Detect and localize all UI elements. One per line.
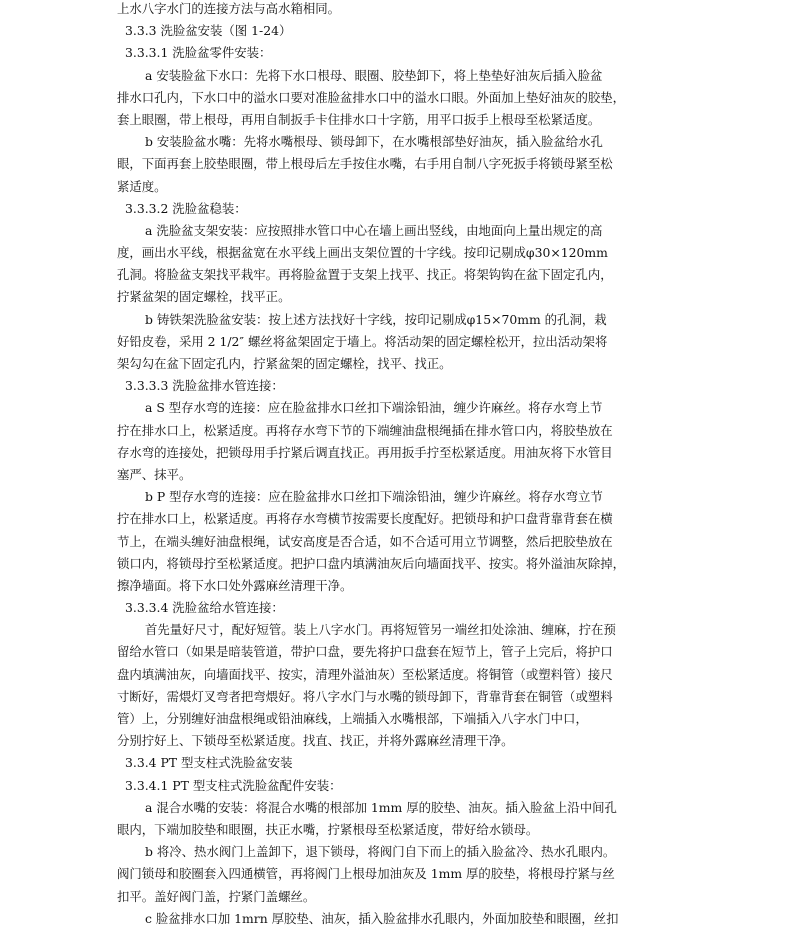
text-line: c 脸盆排水口加 1mrn 厚胶垫、油灰，插入脸盆排水孔眼内，外面加胶垫和眼圈，丝扣 (145, 910, 619, 926)
text-line: 3.3.4.1 PT 型支柱式洗脸盆配件安装： (125, 777, 342, 793)
text-line: 管）上，分别缠好油盘根绳或铅油麻线，上端插入水嘴根部，下端插入八字水门中口， (117, 711, 588, 726)
text-line: 首先量好尺寸，配好短管。装上八字水门。再将短管另一端丝扣处涂油、缠麻，拧在预 (145, 622, 616, 638)
text-line: 套上眼圈，带上根母，再用自制扳手卡住排水口十字筋，用平口扳手上根母至松紧适度。 (117, 111, 601, 127)
text-line: 孔洞。将脸盆支架找平栽牢。再将脸盆置于支架上找平、找正。将架钩钩在盆下固定孔内， (117, 267, 613, 283)
text-line: 留给水管口（如果是暗装管道，带护口盘，要先将护口盘套在短节上，管子上完后，将护口 (117, 644, 613, 660)
text-line: 好铅皮卷，采用 2 1/2″ 螺丝将盆架固定于墙上。将活动架的固定螺栓松开，拉出活动架将 (117, 333, 608, 349)
text-line: 拧在排水口上，松紧适度。再将存水弯下节的下端缠油盘根绳插在排水管口内，将胶垫放在 (117, 422, 613, 438)
text-line: 扣平。盖好阀门盖，拧紧门盖螺丝。 (117, 888, 316, 904)
text-line: 上水八字水门的连接方法与高水箱相同。 (117, 1, 341, 16)
text-line: 排水口孔内，下水口中的溢水口要对准脸盆排水口中的溢水口眼。外面加上垫好油灰的胶垫， (117, 89, 626, 105)
text-line: 节上，在端头缠好油盘根绳，试安高度是否合适，如不合适可用立节调整，然后把胶垫放在 (117, 533, 613, 549)
text-line: b 安装脸盆水嘴：先将水嘴根母、锁母卸下，在水嘴根部垫好油灰，插入脸盆给水孔 (145, 134, 603, 150)
text-line: 紧适度。 (117, 178, 167, 194)
text-line: 塞严、抹平。 (117, 466, 192, 482)
text-line: 眼内，下端加胶垫和眼圈，扶正水嘴，拧紧根母至松紧适度，带好给水锁母。 (117, 821, 539, 837)
text-line: a S 型存水弯的连接：应在脸盆排水口丝扣下端涂铅油，缠少许麻丝。将存水弯上节 (145, 400, 603, 416)
text-line: 眼，下面再套上胶垫眼圈，带上根母后左手按住水嘴，右手用自制八字死扳手将锁母紧至松 (117, 156, 613, 172)
text-line: 3.3.4 PT 型支柱式洗脸盆安装 (125, 755, 293, 771)
document-page (117, 0, 677, 930)
text-line: 3.3.3.3 洗脸盆排水管连接： (125, 378, 284, 394)
text-line: 拧在排水口上，松紧适度。再将存水弯横节按需要长度配好。把锁母和护口盘背靠背套在横 (117, 511, 613, 527)
text-line: 擦净墙面。将下水口处外露麻丝清理干净。 (117, 577, 353, 593)
text-line: 锁口内，将锁母拧至松紧适度。把护口盘内填满油灰后向墙面找平、按实。将外溢油灰除掉， (117, 555, 626, 571)
text-line: 盘内填满油灰，向墙面找平、按实，清理外溢油灰）至松紧适度。将铜管（或塑料管）接尺 (117, 666, 613, 682)
text-line: 3.3.3.2 洗脸盆稳装： (125, 200, 247, 216)
text-line: 架勾勾在盆下固定孔内，拧紧盆架的固定螺栓，找平、找正。 (117, 356, 452, 371)
text-line: b 铸铁架洗脸盆安装：按上述方法找好十字线，按印记剔成φ15×70mm 的孔洞，栽 (145, 311, 607, 327)
text-line: a 混合水嘴的安装：将混合水嘴的根部加 1mm 厚的胶垫、油灰。插入脸盆上沿中间孔 (145, 799, 617, 815)
text-line: a 安装脸盆下水口：先将下水口根母、眼圈、胶垫卸下，将上垫垫好油灰后插入脸盆 (145, 67, 603, 83)
text-line: 3.3.3.4 洗脸盆给水管连接： (125, 600, 284, 616)
text-line: 3.3.3 洗脸盆安装（图 1-24） (125, 23, 292, 39)
text-line: 分别拧好上、下锁母至松紧适度。找直、找正，并将外露麻丝清理干净。 (117, 733, 514, 749)
text-line: 拧紧盆架的固定螺栓，找平正。 (117, 289, 291, 305)
text-line: 阀门锁母和胶圈套入四通横管，再将阀门上根母加油灰及 1mm 厚的胶垫，将根母拧紧与丝 (117, 866, 615, 882)
text-line: b P 型存水弯的连接：应在脸盆排水口丝扣下端涂铅油，缠少许麻丝。将存水弯立节 (145, 489, 603, 505)
text-line: 3.3.3.1 洗脸盆零件安装： (125, 45, 272, 61)
text-line: a 洗脸盆支架安装：应按照排水管口中心在墙上画出竖线，由地面向上量出规定的高 (145, 222, 603, 238)
text-line: 寸断好，需煨灯叉弯者把弯煨好。将八字水门与水嘴的锁母卸下，背靠背套在铜管（或塑料 (117, 688, 613, 704)
text-line: 存水弯的连接处，把锁母用手拧紧后调直找正。再用扳手拧至松紧适度。用油灰将下水管目 (117, 444, 613, 460)
text-line: 度，画出水平线，根据盆宽在水平线上画出支架位置的十字线。按印记剔成φ30×120mm (117, 245, 608, 261)
text-line: b 将冷、热水阀门上盖卸下，退下锁母，将阀门自下而上的插入脸盆冷、热水孔眼内。 (145, 844, 616, 860)
